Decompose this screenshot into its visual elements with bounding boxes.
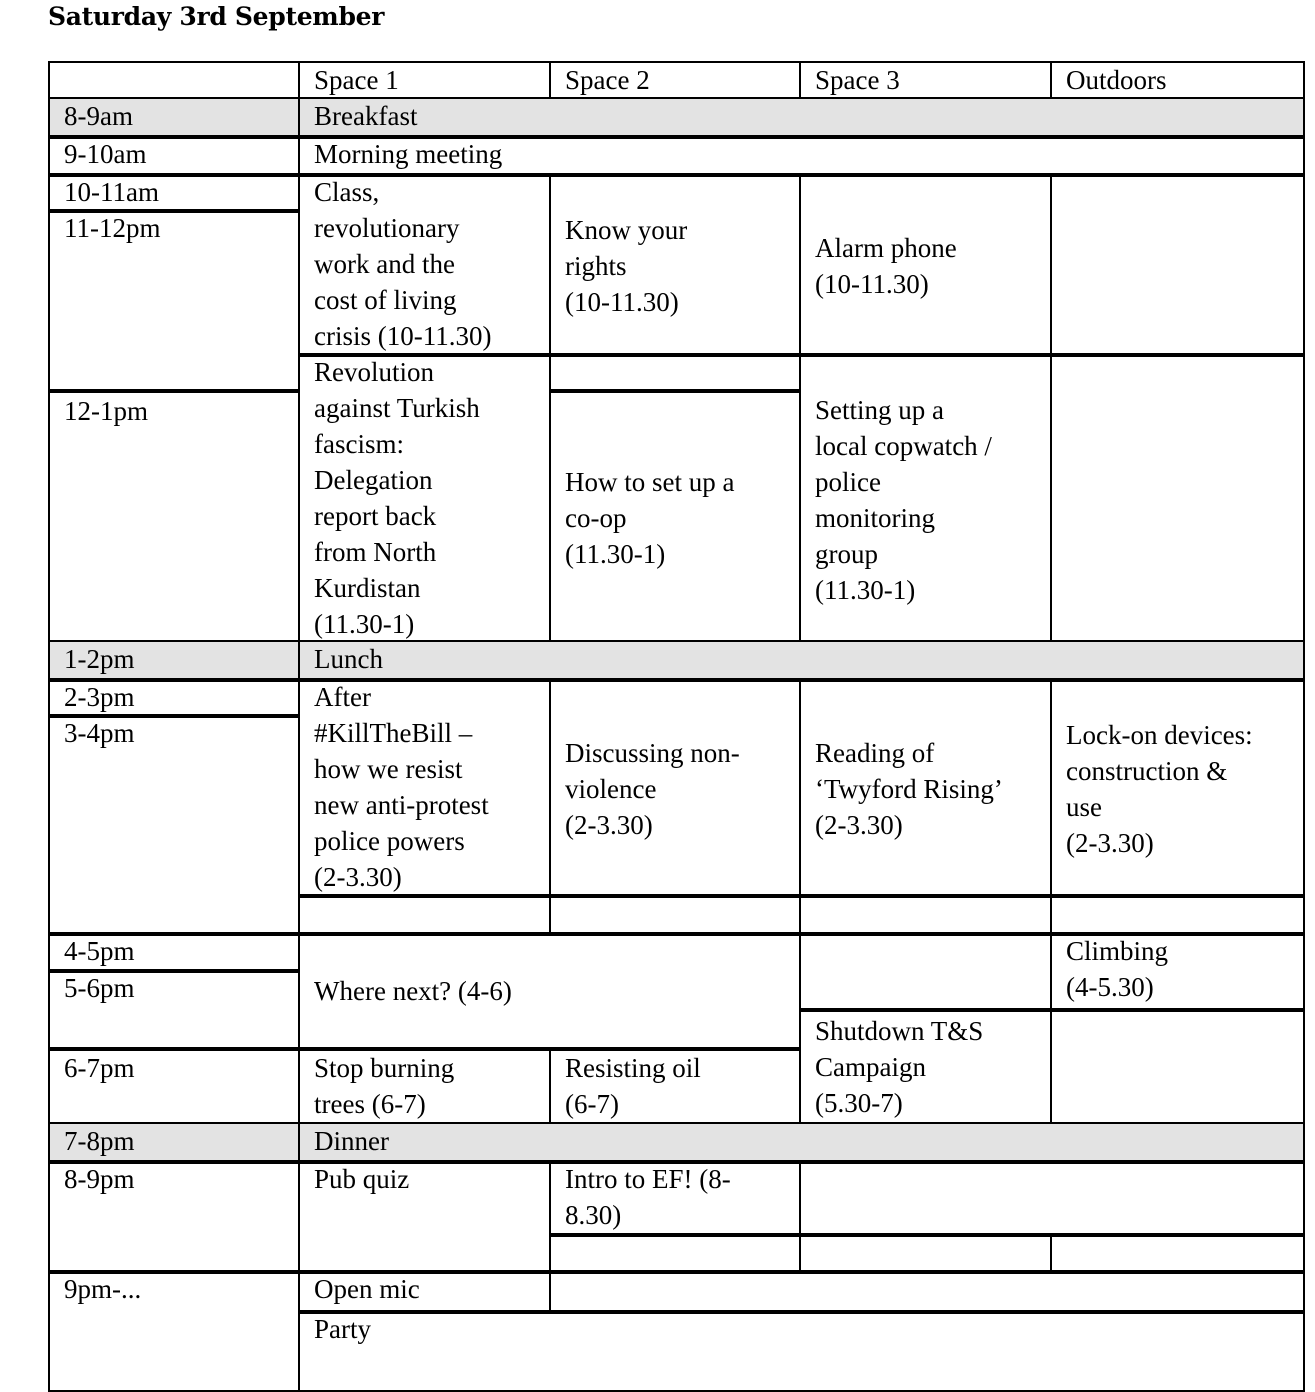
session-party bbox=[298, 1310, 1305, 1392]
space-3-outdoors-empty-8pm bbox=[799, 1160, 1305, 1237]
time-12-1pm-label: 12-1pm bbox=[64, 396, 148, 426]
header-space-2-label: Space 2 bbox=[565, 65, 650, 95]
header-blank-cell bbox=[48, 61, 300, 101]
time-11-12pm bbox=[48, 209, 300, 393]
time-7-8pm-label: 7-8pm bbox=[64, 1126, 135, 1156]
outdoors-empty-noon bbox=[1050, 353, 1305, 644]
time-8-9am bbox=[48, 97, 300, 139]
session-revolution-turkish-fascism-label: Revolution against Turkish fascism: Delegation report back from North Kurdistan (11.30-1) bbox=[314, 357, 480, 639]
time-3-4pm-label: 3-4pm bbox=[64, 718, 135, 748]
time-12-1pm bbox=[48, 389, 300, 644]
time-1-2pm bbox=[48, 640, 300, 682]
time-9pm-onwards bbox=[48, 1270, 300, 1392]
session-know-your-rights bbox=[549, 173, 801, 357]
session-morning-meeting-label: Morning meeting bbox=[314, 139, 503, 169]
time-8-9pm bbox=[48, 1160, 300, 1274]
space-3-empty-3-30 bbox=[799, 894, 1052, 936]
session-alarm-phone bbox=[799, 173, 1052, 357]
session-party-label: Party bbox=[314, 1314, 371, 1344]
header-space-1 bbox=[298, 61, 551, 101]
session-twyford-rising bbox=[799, 678, 1052, 898]
session-class-revolutionary-work-label: Class, revolutionary work and the cost of living crisis (10-11.30) bbox=[314, 177, 492, 351]
session-where-next-label: Where next? (4-6) bbox=[314, 976, 512, 1006]
session-resisting-oil bbox=[549, 1047, 801, 1126]
session-twyford-rising-label: Reading of ‘Twyford Rising’ (2-3.30) bbox=[815, 738, 1003, 840]
session-intro-to-ef bbox=[549, 1160, 801, 1237]
time-9pm-onwards-label: 9pm-... bbox=[64, 1274, 142, 1304]
time-10-11am-label: 10-11am bbox=[64, 177, 159, 207]
time-11-12pm-label: 11-12pm bbox=[64, 213, 161, 243]
session-class-revolutionary-work bbox=[298, 173, 551, 357]
session-kill-the-bill-label: After #KillTheBill – how we resist new anti-protest police powers (2-3.30) bbox=[314, 682, 489, 892]
session-pub-quiz-label: Pub quiz bbox=[314, 1164, 410, 1194]
session-breakfast bbox=[298, 97, 1305, 139]
session-know-your-rights-label: Know your rights (10-11.30) bbox=[565, 215, 688, 317]
time-5-6pm-label: 5-6pm bbox=[64, 973, 135, 1003]
session-lunch-label: Lunch bbox=[314, 644, 383, 674]
time-1-2pm-label: 1-2pm bbox=[64, 644, 135, 674]
outdoors-empty-10am bbox=[1050, 173, 1305, 357]
space-3-empty-4pm bbox=[799, 932, 1052, 1012]
session-open-mic-label: Open mic bbox=[314, 1274, 420, 1304]
session-dinner bbox=[298, 1122, 1305, 1164]
time-4-5pm-label: 4-5pm bbox=[64, 936, 135, 966]
header-space-3-label: Space 3 bbox=[815, 65, 900, 95]
session-lock-on-devices bbox=[1050, 678, 1305, 898]
space-3-empty-8-30 bbox=[799, 1233, 1052, 1274]
session-shutdown-ts-campaign-label: Shutdown T&S Campaign (5.30-7) bbox=[815, 1016, 984, 1118]
space-2-empty-3-30 bbox=[549, 894, 801, 936]
session-resisting-oil-label: Resisting oil (6-7) bbox=[565, 1053, 701, 1119]
session-discussing-non-violence-label: Discussing non- violence (2-3.30) bbox=[565, 738, 740, 840]
header-space-3 bbox=[799, 61, 1052, 101]
session-climbing-label: Climbing (4-5.30) bbox=[1066, 936, 1169, 1002]
time-3-4pm bbox=[48, 714, 300, 936]
session-local-copwatch-label: Setting up a local copwatch / police monitoring group (11.30-1) bbox=[815, 395, 992, 605]
time-6-7pm bbox=[48, 1047, 300, 1126]
session-revolution-turkish-fascism bbox=[298, 353, 551, 644]
session-alarm-phone-label: Alarm phone (10-11.30) bbox=[815, 233, 957, 299]
time-6-7pm-label: 6-7pm bbox=[64, 1053, 135, 1083]
session-lock-on-devices-label: Lock-on devices: construction & use (2-3.30) bbox=[1066, 720, 1253, 858]
header-outdoors bbox=[1050, 61, 1305, 101]
session-stop-burning-trees bbox=[298, 1047, 551, 1126]
time-7-8pm bbox=[48, 1122, 300, 1164]
session-set-up-coop bbox=[549, 389, 801, 644]
session-local-copwatch bbox=[799, 353, 1052, 644]
session-set-up-coop-label: How to set up a co-op (11.30-1) bbox=[565, 467, 735, 569]
session-discussing-non-violence bbox=[549, 678, 801, 898]
session-kill-the-bill bbox=[298, 678, 551, 898]
time-4-5pm bbox=[48, 932, 300, 973]
time-9-10am bbox=[48, 135, 300, 177]
outdoors-empty-8-30 bbox=[1050, 1233, 1305, 1274]
time-10-11am bbox=[48, 173, 300, 213]
session-lunch bbox=[298, 640, 1305, 682]
session-pub-quiz bbox=[298, 1160, 551, 1274]
session-intro-to-ef-label: Intro to EF! (8- 8.30) bbox=[565, 1164, 731, 1230]
space-1-empty-3-30 bbox=[298, 894, 551, 936]
session-where-next bbox=[298, 932, 801, 1051]
session-breakfast-label: Breakfast bbox=[314, 101, 418, 131]
time-9-10am-label: 9-10am bbox=[64, 139, 147, 169]
session-shutdown-ts-campaign bbox=[799, 1008, 1052, 1126]
session-dinner-label: Dinner bbox=[314, 1126, 389, 1156]
header-outdoors-label: Outdoors bbox=[1066, 65, 1167, 95]
time-2-3pm-label: 2-3pm bbox=[64, 682, 135, 712]
time-5-6pm bbox=[48, 969, 300, 1051]
time-8-9am-label: 8-9am bbox=[64, 101, 133, 131]
outdoors-empty-3-30 bbox=[1050, 894, 1305, 936]
time-2-3pm bbox=[48, 678, 300, 718]
page-title: Saturday 3rd September bbox=[48, 2, 385, 31]
space-2-empty-11am bbox=[549, 353, 801, 393]
open-mic-row-empty bbox=[549, 1270, 1305, 1314]
space-2-empty-8-30 bbox=[549, 1233, 801, 1274]
outdoors-empty-5-30 bbox=[1050, 1008, 1305, 1126]
session-morning-meeting bbox=[298, 135, 1305, 177]
session-stop-burning-trees-label: Stop burning trees (6-7) bbox=[314, 1053, 455, 1119]
header-space-1-label: Space 1 bbox=[314, 65, 399, 95]
session-open-mic bbox=[298, 1270, 551, 1314]
time-8-9pm-label: 8-9pm bbox=[64, 1164, 135, 1194]
session-climbing bbox=[1050, 932, 1305, 1012]
header-space-2 bbox=[549, 61, 801, 101]
